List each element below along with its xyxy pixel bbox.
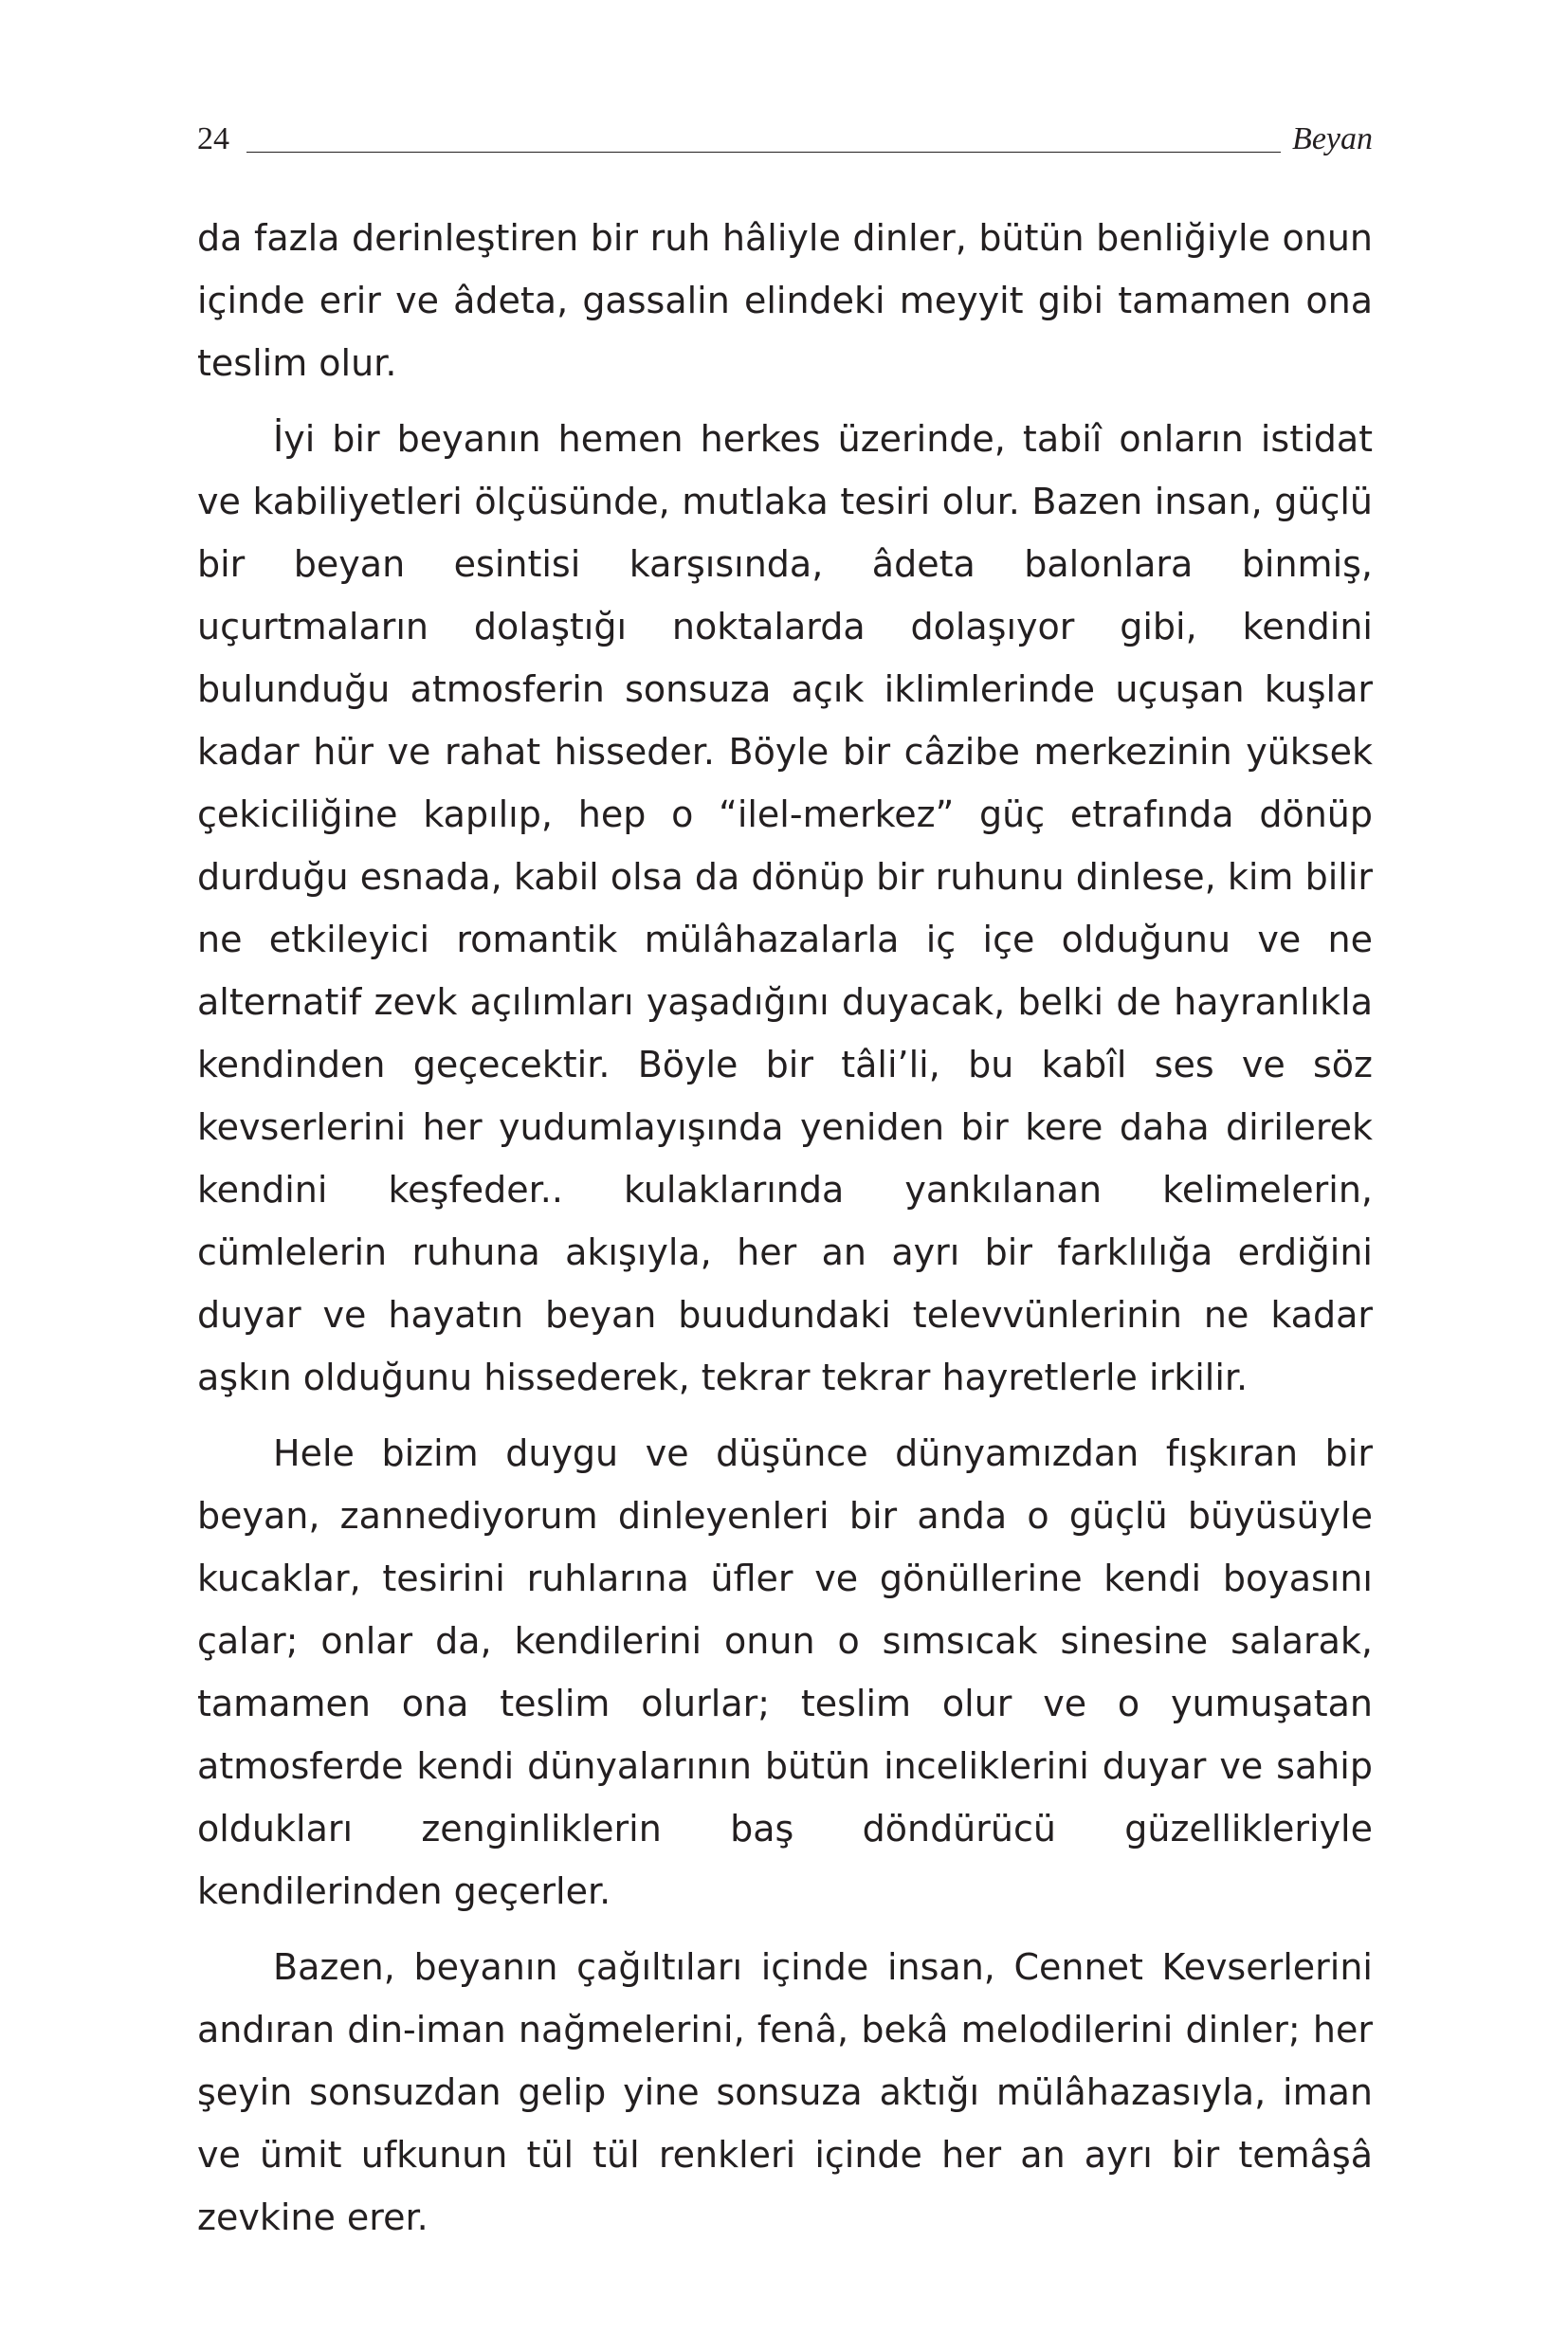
paragraph-continuation: da fazla derinleştiren bir ruh hâliyle dinler, bütün benliğiyle onun içinde erir ve âdeta, gassalin elindeki meyyit gibi tamamen ona teslim olur. <box>197 217 1373 384</box>
paragraph: Hele bizim duygu ve düşünce dünyamızdan fışkıran bir beyan, zannediyorum dinleyenleri bir anda o güçlü büyüsüyle kucaklar, tesirini ruhlarına üfler ve gönüllerine kendi boyasını çalar; onlar da, kendilerini onun o sımsıcak sinesine salarak, tamamen ona teslim olurlar; teslim olur ve o yumuşatan atmosferde kendi dünyalarının bütün inceliklerini duyar ve sahip oldukları zenginliklerin baş döndürücü güzellikleriyle kendilerinden geçerler. <box>197 1432 1373 1912</box>
paragraph: Bazen, beyanın çağıltıları içinde insan, Cennet Kevserlerini andıran din-iman nağmelerini, fenâ, bekâ melodilerini dinler; her şeyin sonsuzdan gelip yine sonsuza aktığı mülâhazasıyla, iman ve ümit ufkunun tül tül renkleri içinde her an ayrı bir temâşâ zevkine erer. <box>197 1946 1373 2238</box>
running-title: Beyan <box>1292 121 1373 156</box>
header-rule <box>246 152 1281 153</box>
page-body <box>197 207 1373 2262</box>
page-number: 24 <box>197 121 229 156</box>
running-header <box>197 112 1373 169</box>
paragraph: İyi bir beyanın hemen herkes üzerinde, tabiî onların istidat ve kabiliyetleri ölçüsünde, mutlaka tesiri olur. Bazen insan, güçlü bir beyan esintisi karşısında, âdeta balonlara binmiş, uçurtmaların dolaştığı noktalarda dolaşıyor gibi, kendini bulunduğu atmosferin sonsuza açık iklimlerinde uçuşan kuşlar kadar hür ve rahat hisseder. Böyle bir câzibe merkezinin yüksek çekiciliğine kapılıp, hep o “ilel-merkez” güç etrafında dönüp durduğu esnada, kabil olsa da dönüp bir ruhunu dinlese, kim bilir ne etkileyici romantik mülâhazalarla iç içe olduğunu ve ne alternatif zevk açılımları yaşadığını duyacak, belki de hayranlıkla kendinden geçecektir. Böyle bir tâli’li, bu kabîl ses ve söz kevserlerini her yudumlayışında yeniden bir kere daha dirilerek kendini keşfeder.. kulaklarında yankılanan kelimelerin, cümlelerin ruhuna akışıyla, her an ayrı bir farklılığa erdiğini duyar ve hayatın beyan buudundaki televvünlerinin ne kadar aşkın olduğunu hissederek, tekrar tekrar hayretlerle irkilir. <box>197 418 1373 1398</box>
